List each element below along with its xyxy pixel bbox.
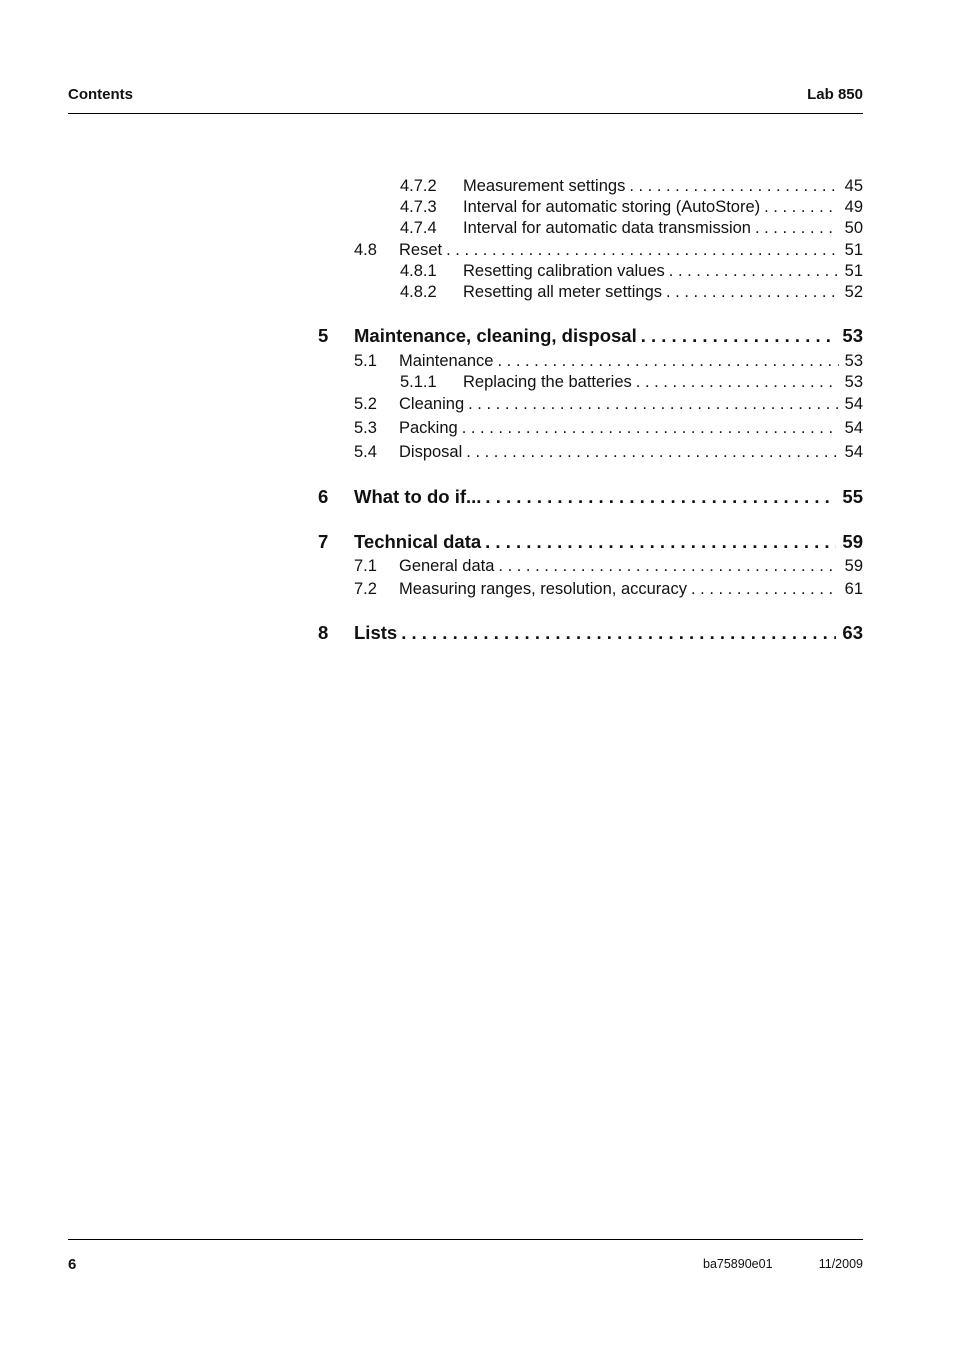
toc-entry[interactable] (400, 177, 863, 196)
header-divider (68, 113, 863, 114)
toc-chapter-entry[interactable] (318, 531, 863, 553)
toc-entry[interactable] (354, 241, 863, 260)
toc-entry-title: Disposal (399, 443, 463, 461)
toc-chapter-entry[interactable] (318, 622, 863, 644)
toc-entry-title: Resetting all meter settings (463, 283, 663, 301)
toc-entry-page: 45 (844, 177, 863, 195)
toc-entry[interactable] (354, 557, 863, 576)
toc-entry-title: Interval for automatic data transmission (463, 219, 751, 237)
toc-entry-number: 7 (318, 531, 329, 552)
toc-entry[interactable] (354, 419, 863, 438)
footer-date: 11/2009 (818, 1257, 863, 1271)
toc-dot-leader (669, 262, 839, 281)
toc-dot-leader (468, 395, 839, 414)
toc-dot-leader (666, 283, 839, 302)
toc-entry-number: 4.7.3 (400, 198, 437, 216)
toc-entry[interactable] (354, 443, 863, 462)
toc-entry-title: What to do if... (354, 486, 482, 507)
toc-entry-title: Cleaning (399, 395, 465, 413)
toc-entry-page: 49 (844, 198, 863, 216)
toc-entry-number: 7.2 (354, 580, 377, 598)
toc-entry-page: 53 (844, 373, 863, 391)
toc-entry-number: 4.7.2 (400, 177, 437, 195)
toc-entry-page: 53 (844, 352, 863, 370)
toc-entry[interactable] (400, 373, 863, 392)
toc-entry[interactable] (354, 352, 863, 371)
toc-dot-leader (401, 622, 836, 644)
toc-dot-leader (755, 219, 839, 238)
toc-entry-title: General data (399, 557, 495, 575)
toc-entry-page: 52 (844, 283, 863, 301)
toc-dot-leader (446, 241, 839, 260)
toc-entry-number: 4.8.2 (400, 283, 437, 301)
toc-entry-page: 63 (842, 622, 863, 643)
toc-dot-leader (485, 531, 836, 553)
toc-dot-leader (764, 198, 839, 217)
toc-entry-number: 5.3 (354, 419, 377, 437)
toc-dot-leader (629, 177, 838, 196)
toc-dot-leader (641, 325, 837, 347)
toc-entry-page: 50 (844, 219, 863, 237)
running-header-section: Contents (68, 86, 133, 103)
toc-entry-title: Reset (399, 241, 443, 259)
toc-dot-leader (498, 557, 838, 576)
footer-document-id: ba75890e01 (703, 1257, 773, 1271)
toc-entry[interactable] (400, 198, 863, 217)
toc-dot-leader (485, 486, 836, 508)
toc-entry-number: 5.1 (354, 352, 377, 370)
toc-entry-title: Interval for automatic storing (AutoStore) (463, 198, 761, 216)
toc-entry-page: 53 (842, 325, 863, 346)
toc-dot-leader (466, 443, 838, 462)
toc-entry-title: Maintenance, cleaning, disposal (354, 325, 637, 346)
toc-entry-page: 54 (844, 419, 863, 437)
toc-chapter-entry[interactable] (318, 325, 863, 347)
toc-entry-number: 4.8.1 (400, 262, 437, 280)
toc-entry-number: 5.1.1 (400, 373, 437, 391)
toc-entry-page: 51 (844, 241, 863, 259)
toc-entry-number: 8 (318, 622, 329, 643)
toc-entry[interactable] (400, 262, 863, 281)
toc-chapter-entry[interactable] (318, 486, 863, 508)
toc-entry-title: Lists (354, 622, 398, 643)
toc-entry-page: 61 (844, 580, 863, 598)
toc-entry[interactable] (400, 283, 863, 302)
toc-entry[interactable] (354, 395, 863, 414)
toc-entry-title: Technical data (354, 531, 482, 552)
toc-entry-page: 55 (842, 486, 863, 507)
toc-entry-page: 54 (844, 395, 863, 413)
toc-entry-number: 5.2 (354, 395, 377, 413)
toc-entry[interactable] (354, 580, 863, 599)
toc-entry-page: 51 (844, 262, 863, 280)
toc-entry-page: 59 (842, 531, 863, 552)
toc-entry-title: Measuring ranges, resolution, accuracy (399, 580, 687, 598)
toc-entry-number: 4.7.4 (400, 219, 437, 237)
toc-entry-title: Replacing the batteries (463, 373, 632, 391)
toc-dot-leader (636, 373, 839, 392)
toc-entry-title: Measurement settings (463, 177, 626, 195)
toc-entry-page: 59 (844, 557, 863, 575)
toc-entry-number: 7.1 (354, 557, 377, 575)
toc-dot-leader (497, 352, 838, 371)
toc-entry[interactable] (400, 219, 863, 238)
footer-page-number: 6 (68, 1256, 77, 1273)
toc-entry-number: 6 (318, 486, 329, 507)
toc-dot-leader (462, 419, 839, 438)
toc-entry-number: 4.8 (354, 241, 377, 259)
footer-divider (68, 1239, 863, 1240)
toc-entry-number: 5.4 (354, 443, 377, 461)
toc-entry-title: Packing (399, 419, 458, 437)
running-header-product: Lab 850 (807, 86, 863, 103)
toc-entry-title: Resetting calibration values (463, 262, 665, 280)
toc-entry-page: 54 (844, 443, 863, 461)
toc-entry-title: Maintenance (399, 352, 494, 370)
toc-dot-leader (691, 580, 839, 599)
toc-entry-number: 5 (318, 325, 329, 346)
